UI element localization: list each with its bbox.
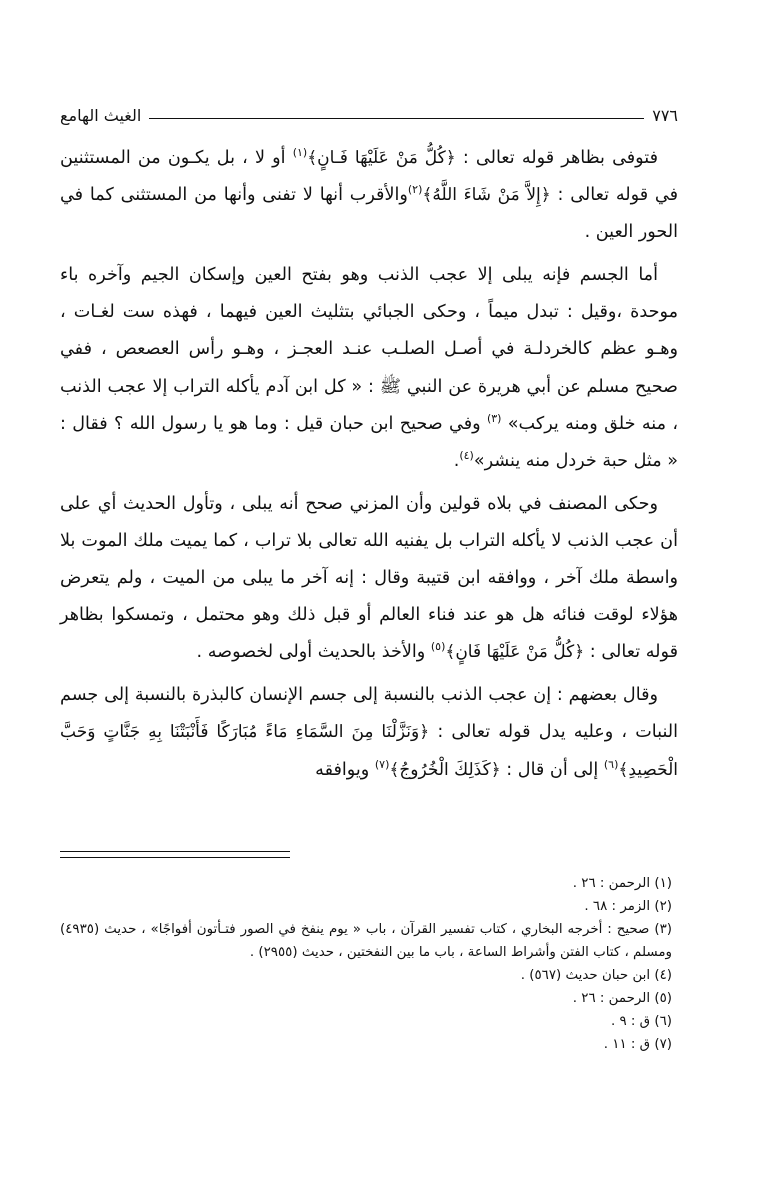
book-title: الغيث الهامع (60, 106, 142, 125)
header-rule (149, 118, 644, 119)
quran-verse: ﴿كُلُّ مَنْ عَلَيْهَا فَانٍ﴾ (445, 642, 585, 663)
text-segment: وقال بعضهم : إن عجب الذنب بالنسبة إلى جسم الإنسان كالبذرة بالنسبة إلى جسم النبات ، وعليه يدل قوله تعالى : (60, 685, 678, 743)
footnote: (٣) صحيح : أخرجه البخاري ، كتاب تفسير القرآن ، باب « يوم ينفخ في الصور فتـأتون أفواجًا» ، حديث (٤٩٣٥) ومسلم ، كتاب الفتن وأشراط الساعة ، باب ما بين النفختين ، حديث (٢٩٥٥) . (60, 922, 672, 960)
book-page (60, 0, 678, 1182)
quran-verse: ﴿كَذَلِكَ الْخُرُوجُ﴾ (389, 759, 501, 780)
text-segment: وفي صحيح ابن حبان قيل : وما هو يا رسول الله ؟ فقال : « مثل حبة خردل منه ينشر» (60, 413, 678, 471)
footnote: (٢) الزمر : ٦٨ . (584, 899, 672, 914)
footnote-reference: (٣) (486, 411, 502, 425)
paragraph (60, 140, 678, 251)
footnote-reference: (١) (292, 146, 308, 160)
quran-verse: ﴿إِلاَّ مَنْ شَاءَ اللَّهُ﴾ (422, 185, 551, 206)
text-segment: . (453, 450, 460, 471)
text-segment: إلى أن قال : (500, 759, 604, 780)
footnote-reference: (٧) (374, 757, 390, 771)
text-segment: وحكى المصنف في بلاه قولين وأن المزني صحح أنه يبلى ، وتأول الحديث أي على أن عجب الذنب لا يأكله التراب بل يفنيه الله تعالى بلا تراب ، كما يميت ملك الموت بلا واسطة ملك آخر ، ووافقه ابن قتيبة وقال : إنه آخر ما يبلى من الميت ، ولم يتعرض هؤلاء لوقت فنائه هل هو عند فناء العالم أو قبل ذلك وهو محتمل ، وتمسكوا بظاهر قوله تعالى : (60, 493, 678, 663)
paragraph (60, 486, 678, 671)
quran-verse: ﴿وَنَزَّلْنَا مِنَ السَّمَاءِ مَاءً مُبَارَكًا فَأَنْبَتْنَا بِهِ جَنَّاتٍ وَحَبَّ الْحَصِيدِ﴾ (60, 722, 678, 780)
footnote-reference: (٦) (603, 757, 619, 771)
text-segment: والأخذ بالحديث أولى لخصوصه . (196, 642, 431, 663)
footnote: (٦) ق : ٩ . (610, 1014, 672, 1029)
footnote-reference: (٤) (459, 448, 474, 462)
footnote-reference: (٢) (407, 183, 423, 197)
text-segment: أو لا ، بل يكـون من المستثنين في قوله تعالى : (60, 148, 678, 206)
footnotes (60, 872, 672, 1056)
paragraph (60, 677, 678, 788)
footnote-divider (60, 851, 290, 858)
quran-verse: ﴿كُلُّ مَنْ عَلَيْهَا فَـانٍ﴾ (307, 148, 456, 168)
footnote: (٧) ق : ١١ . (603, 1037, 672, 1052)
main-text (60, 140, 678, 789)
text-segment: أما الجسم فإنه يبلى إلا عجب الذنب وهو بفتح العين وإسكان الجيم وآخره باء موحدة ،وقيل : تبدل ميماً ، وحكى الجبائي بتثليث العين فيهما ، فهذه ست لغـات ، وهـو عظم كالخردلـة في أصـل الصلـب عنـد العجـز ، وهـو رأس العصعص ، ففي صحيح مسلم عن أبي هريرة عن النبي ﷺ : « كل ابن آدم يأكله التراب إلا عجب الذنب ، منه خلق ومنه يركب» (60, 265, 678, 434)
page-number: ٧٧٦ (652, 106, 678, 125)
footnote: (٤) ابن حبان حديث (٥٦٧) . (520, 968, 672, 983)
text-segment: فتوفى بظاهر قوله تعالى : (455, 148, 658, 168)
paragraph (60, 257, 678, 480)
running-header (60, 98, 678, 128)
text-segment: ويوافقه (315, 759, 375, 780)
footnote: (١) الرحمن : ٢٦ . (572, 876, 672, 891)
text-segment: والأقرب أنها لا تفنى وأنها من المستثنى كما في الحور العين . (60, 185, 678, 243)
footnote-reference: (٥) (430, 640, 446, 654)
footnote: (٥) الرحمن : ٢٦ . (572, 991, 672, 1006)
